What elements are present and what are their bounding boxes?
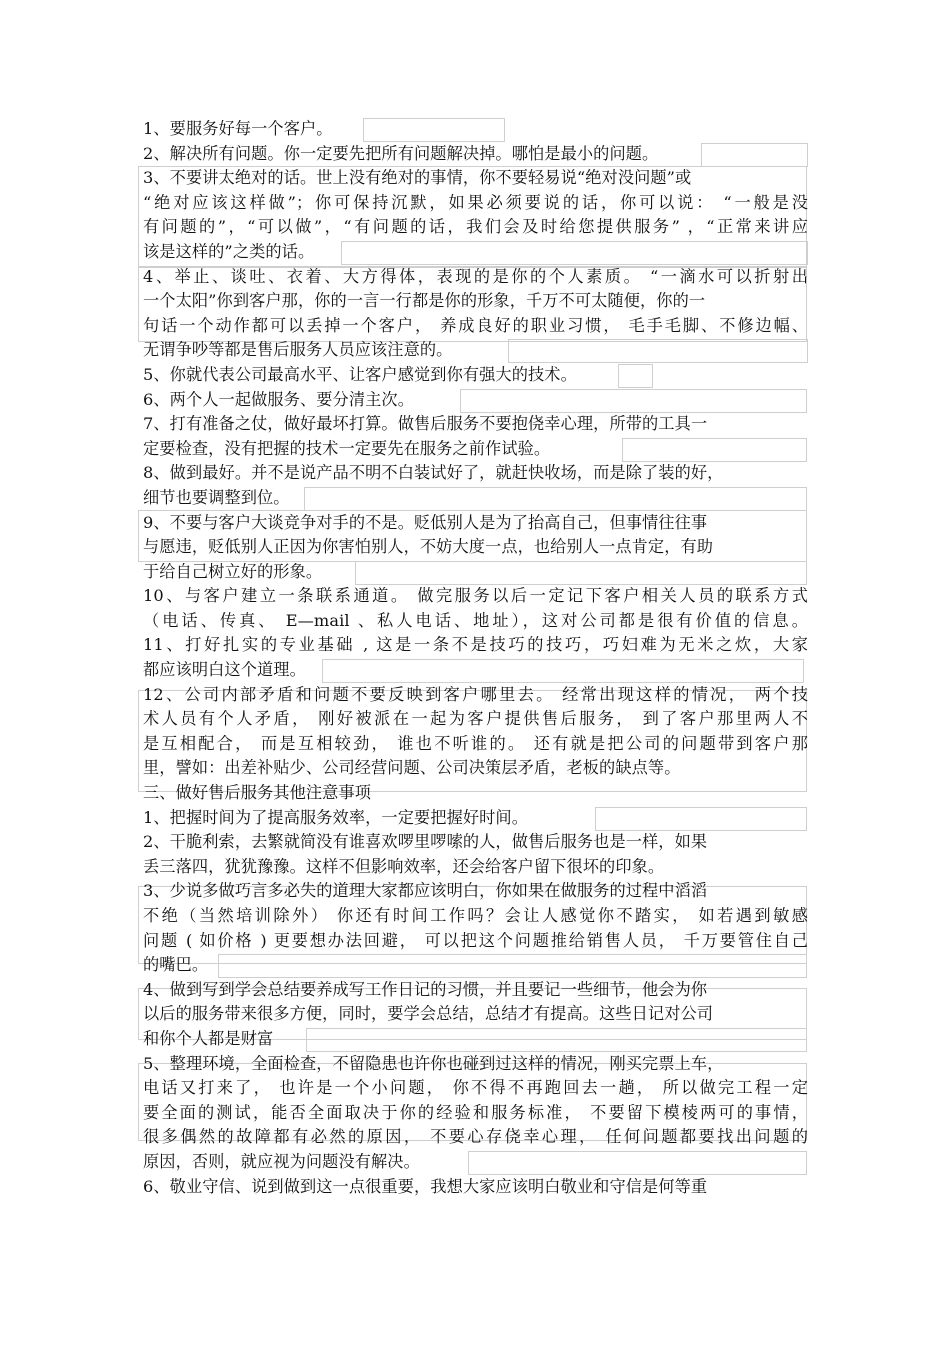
line-tail-frame xyxy=(304,487,807,511)
line-tail-frame xyxy=(508,339,808,363)
text-line: 11、打好扎实的专业基础 , 这是一条不是技巧的技巧，巧妇难为无米之炊，大家 xyxy=(143,635,808,655)
text-line: 里，譬如：出差补贴少、公司经营问题、公司决策层矛盾，老板的缺点等。 xyxy=(143,758,681,778)
text-line: 4、举止、谈吐、衣着、大方得体，表现的是你的个人素质。 “一滴水可以折射出 xyxy=(143,266,808,286)
text-line: 10、与客户建立一条联系通道。 做完服务以后一定记下客户相关人员的联系方式 xyxy=(143,586,808,606)
text-line: 无谓争吵等都是售后服务人员应该注意的。 xyxy=(143,340,453,360)
text-line: 该是这样的”之类的话。 xyxy=(143,241,315,261)
text-line: 2、解决所有问题。你一定要先把所有问题解决掉。哪怕是最小的问题。 xyxy=(143,143,659,163)
text-line: 1、把握时间为了提高服务效率，一定要把握好时间。 xyxy=(143,807,529,827)
text-line: 与愿违，贬低别人正因为你害怕别人，不妨大度一点，也给别人一点肯定，有助 xyxy=(143,537,714,557)
text-line: 有问题的”，“可以做”，“有问题的话，我们会及时给您提供服务” ，“正常来讲应 xyxy=(143,217,808,237)
text-line: 4、做到写到学会总结要养成写工作日记的习惯，并且要记一些细节，他会为你 xyxy=(143,979,708,999)
line-tail-frame xyxy=(363,118,505,142)
text-line: 2、干脆利索，去繁就简没有谁喜欢啰里啰嗦的人，做售后服务也是一样，如果 xyxy=(143,832,708,852)
line-tail-frame xyxy=(468,1151,807,1175)
line-tail-frame xyxy=(622,438,807,462)
line-tail-frame xyxy=(618,364,653,388)
text-line: 和你个人都是财富 xyxy=(143,1028,274,1048)
text-line: 6、敬业守信、说到做到这一点很重要，我想大家应该明白敬业和守信是何等重 xyxy=(143,1176,708,1196)
text-line: 9、不要与客户大谈竞争对手的不是。贬低别人是为了抬高自己，但事情往往事 xyxy=(143,512,708,532)
text-line: 电话又打来了， 也许是一个小问题， 你不得不再跑回去一趟， 所以做完工程一定 xyxy=(143,1078,808,1098)
text-line: 7、打有准备之仗，做好最坏打算。做售后服务不要抱侥幸心理，所带的工具一 xyxy=(143,414,708,434)
text-line: 问题 ( 如价格 ) 更要想办法回避， 可以把这个问题推给销售人员， 千万要管住自己 xyxy=(143,930,808,950)
text-line: 细节也要调整到位。 xyxy=(143,487,290,507)
line-tail-frame xyxy=(355,561,807,585)
line-tail-frame xyxy=(218,954,807,978)
text-line: 要全面的测试，能否全面取决于你的经验和服务标准， 不要留下模棱两可的事情， xyxy=(143,1102,808,1122)
text-line: 6、两个人一起做服务、要分清主次。 xyxy=(143,389,414,409)
text-line: 于给自己树立好的形象。 xyxy=(143,561,323,581)
text-line: 定要检查，没有把握的技术一定要先在服务之前作试验。 xyxy=(143,438,551,458)
line-tail-frame xyxy=(595,807,807,831)
text-line: （电话、传真、 E—mail 、私人电话、地址），这对公司都是很有价值的信息。 xyxy=(143,610,808,630)
text-line: 不绝（当然培训除外） 你还有时间工作吗？会让人感觉你不踏实， 如若遇到敏感 xyxy=(143,906,808,925)
text-line: 丢三落四，犹犹豫豫。这样不但影响效率，还会给客户留下很坏的印象。 xyxy=(143,856,665,876)
document-body xyxy=(143,117,808,1199)
text-line: 术人员有个人矛盾， 刚好被派在一起为客户提供售后服务， 到了客户那里两人不 xyxy=(143,709,808,729)
text-line: 的嘴巴。 xyxy=(143,955,209,975)
text-line: 很多偶然的故障都有必然的原因， 不要心存侥幸心理， 任何问题都要找出问题的 xyxy=(143,1127,808,1147)
text-line: 三、做好售后服务其他注意事项 xyxy=(143,783,372,803)
text-line: “绝对应该这样做”；你可保持沉默，如果必须要说的话，你可以说： “一般是没 xyxy=(143,192,808,212)
line-tail-frame xyxy=(322,659,804,683)
text-line: 原因，否则，就应视为问题没有解决。 xyxy=(143,1151,420,1171)
text-line: 一个太阳”你到客户那，你的一言一行都是你的形象，千万不可太随便，你的一 xyxy=(143,291,706,311)
text-line: 5、整理环境，全面检查，不留隐患也许你也碰到过这样的情况，刚买完票上车， xyxy=(143,1053,724,1073)
line-tail-frame xyxy=(460,389,807,413)
line-tail-frame xyxy=(341,241,808,265)
text-line: 3、不要讲太绝对的话。世上没有绝对的事情，你不要轻易说“绝对没问题”或 xyxy=(143,168,692,188)
text-line: 是互相配合， 而是互相较劲， 谁也不听谁的。 还有就是把公司的问题带到客户那 xyxy=(143,733,808,753)
text-line: 以后的服务带来很多方便，同时，要学会总结，总结才有提高。这些日记对公司 xyxy=(143,1004,714,1024)
text-line: 12、公司内部矛盾和问题不要反映到客户哪里去。 经常出现这样的情况， 两个技 xyxy=(143,684,808,704)
text-line: 都应该明白这个道理。 xyxy=(143,660,306,680)
line-tail-frame xyxy=(701,143,808,167)
line-tail-frame xyxy=(306,1028,807,1052)
text-line: 3、少说多做巧言多必失的道理大家都应该明白，你如果在做服务的过程中滔滔 xyxy=(143,881,708,901)
text-line: 1、要服务好每一个客户。 xyxy=(143,119,333,138)
text-line: 5、你就代表公司最高水平、让客户感觉到你有强大的技术。 xyxy=(143,364,577,384)
text-line: 8、做到最好。并不是说产品不明不白装试好了，就赶快收场，而是除了装的好， xyxy=(143,463,724,483)
text-line: 句话一个动作都可以丢掉一个客户， 养成良好的职业习惯， 毛手毛脚、不修边幅、 xyxy=(143,315,808,335)
